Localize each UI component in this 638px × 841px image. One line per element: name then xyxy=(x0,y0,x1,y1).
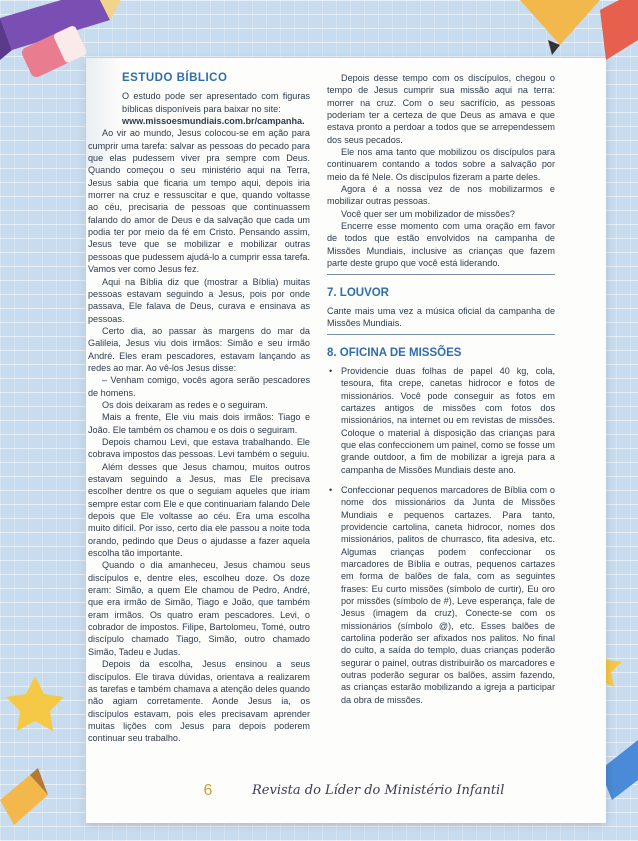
page-number: 6 xyxy=(203,782,213,799)
paragraph: – Venham comigo, vocês agora serão pescadores de homens. xyxy=(88,375,310,398)
section-title-oficina xyxy=(327,347,555,359)
right-column xyxy=(327,72,555,714)
section-title-louvor xyxy=(327,287,555,299)
paragraph: Quando o dia amanheceu, Jesus chamou seus discípulos e, dentre eles, escolheu doze. Os doze eram: Simão, a quem Ele chamou de Pedro, André, que era irmão de Simão, Tiago e João, que também eram irmãos. Os quatro eram pescadores. Levi, o cobrador de impostos. Filipe, Bartolomeu, Tomé, outro discípulo chamado Tiago, Simão, outro chamado Simão, Tadeu e Judas. xyxy=(88,560,310,657)
section-title-estudo: ESTUDO BÍBLICO xyxy=(122,72,228,84)
paragraph: Depois da escolha, Jesus ensinou a seus discípulos. Ele tirava dúvidas, orientava a realizarem as tarefas e também chamava a atenção deles quando não agiam corretamente. Aonde Jesus ia, os discípulos estavam, pois eles precisavam aprender muitas lições com Jesus para depois poderem continuar seu trabalho. xyxy=(88,659,310,744)
list-item: • Providencie duas folhas de papel 40 kg, cola, tesoura, fita crepe, canetas hidrocor e fotos de missionários. Você pode conseguir as fotos em cartazes antigos de missões com fotos dos missionários, na internet ou em revistas de missões. Coloque o material à disposição das crianças para que elas confeccionem um painel, como se fosse um grande outdoor, a fim de mobilizar a igreja para a campanha de Missões Mundiais deste ano. xyxy=(327,365,555,476)
oficina-list xyxy=(327,365,555,706)
paragraph: Encerre esse momento com uma oração em favor de todos que estão envolvidos na campanha de Missões Mundiais, inclusive as crianças que fazem parte deste grupo que você está liderando. xyxy=(327,221,555,269)
divider xyxy=(327,334,555,335)
list-item: • Confeccionar pequenos marcadores de Bíblia com o nome dos missionários da Junta de Missões Mundiais e pequenos cartazes. Para tanto, providencie cartolina, caneta hidrocor, nomes dos missionários, palitos de churrasco, fita adesiva, etc. Algumas crianças podem confeccionar os marcadores de Bíblia e outras, pequenos cartazes em forma de balões de fala, com as seguintes frases: Eu curto missões (símbolo de curtir), Eu oro por missões (símbolo de #), Leve esperança, fale de Jesus (imagem da cruz), Conecte-se com os missionários (símbolo @), etc. Esses balões de cartolina poderão ser afixados nos palitos. No final do culto, a saída do templo, duas crianças poderão segurar o painel, outras distribuirão os marcadores e outras poderão segurar os balões, assim fazendo, as crianças estarão mobilizando a igreja a participar da obra de missões. xyxy=(327,484,555,706)
paragraph: Os dois deixaram as redes e o seguiram. xyxy=(102,399,268,410)
left-column xyxy=(88,72,310,745)
paragraph: Certo dia, ao passar às margens do mar da Galileia, Jesus viu dois irmãos: Simão e seu irmão André. Eles eram pescadores, estavam lançando as redes ao mar. Ao vê-los Jesus disse: xyxy=(88,325,310,373)
paragraph: Você quer ser um mobilizador de missões? xyxy=(341,208,515,219)
paragraph: Ao vir ao mundo, Jesus colocou-se em ação para cumprir uma tarefa: salvar as pessoas do pecado para que elas pudessem viver pra sempre com Deus. Quando começou o seu ministério aqui na Terra, Jesus sabia que ficaria um tempo aqui, depois iria morrer na cruz e ressuscitar e que, quando voltasse ao céu, precisaria de pessoas que continuassem falando do amor de Deus e da salvação que cada um podia ter por meio da fé em Cristo. Pensando assim, Jesus teve que se mobilizar e mobilizar outras pessoas que pudessem ajudá-lo a cumprir essa tarefa. Vamos ver como Jesus fez. xyxy=(88,128,310,275)
section-heading: LOUVOR xyxy=(339,286,389,299)
paragraph: Depois desse tempo com os discípulos, chegou o tempo de Jesus cumprir sua missão aqui na terra: morrer na cruz. Com o seu sacrifício, as pessoas poderiam ter a certeza de que Deus as amava e que estava pronto a perdoar a todos que se arrependessem dos seus pecados. xyxy=(327,73,555,145)
intro-text: O estudo pode ser apresentado com figuras bíblicas disponíveis para baixar no site: xyxy=(122,91,310,114)
section-number: 7. xyxy=(327,286,337,299)
paragraph: Mais a frente, Ele viu mais dois irmãos: Tiago e João. Ele também os chamou e os dois o seguiram. xyxy=(88,412,310,435)
paragraph: Depois chamou Levi, que estava trabalhando. Ele cobrava impostos das pessoas. Levi também o seguiu. xyxy=(88,436,310,460)
paragraph: Além desses que Jesus chamou, muitos outros estavam seguindo a Jesus, mas Ele precisava escolher dentre os que o seguiam aqueles que iriam sempre estar com Ele e que continuariam falando Dele depois que Ele voltasse ao céu. Era uma escolha muito difícil. Por isso, certo dia ele passou a noite toda orando, pedindo que Deus o ajudasse a fazer aquela escolha tão importante. xyxy=(88,461,310,559)
section-number: 8. xyxy=(327,346,337,359)
section-heading: OFICINA DE MISSÕES xyxy=(339,346,462,359)
paragraph: Aqui na Bíblia diz que (mostrar a Bíblia) muitas pessoas estavam seguindo a Jesus, pois por onde passava, Ele falava de Deus, curava e ensinava as pessoas. xyxy=(88,276,310,324)
campaign-link[interactable]: www.missoesmundiais.com.br/campanha. xyxy=(122,116,305,127)
louvor-text: Cante mais uma vez a música oficial da campanha de Missões Mundiais. xyxy=(327,305,555,329)
paragraph: Ele nos ama tanto que mobilizou os discípulos para continuarem contando a todos sobre a salvação por meio da fé Nele. Os discípulos fizeram a parte deles. xyxy=(327,147,555,182)
paragraph: Agora é a nossa vez de nos mobilizarmos e mobilizar outras pessoas. xyxy=(327,184,555,207)
magazine-title: Revista do Líder do Ministério Infantil xyxy=(252,783,505,798)
divider xyxy=(327,274,555,275)
